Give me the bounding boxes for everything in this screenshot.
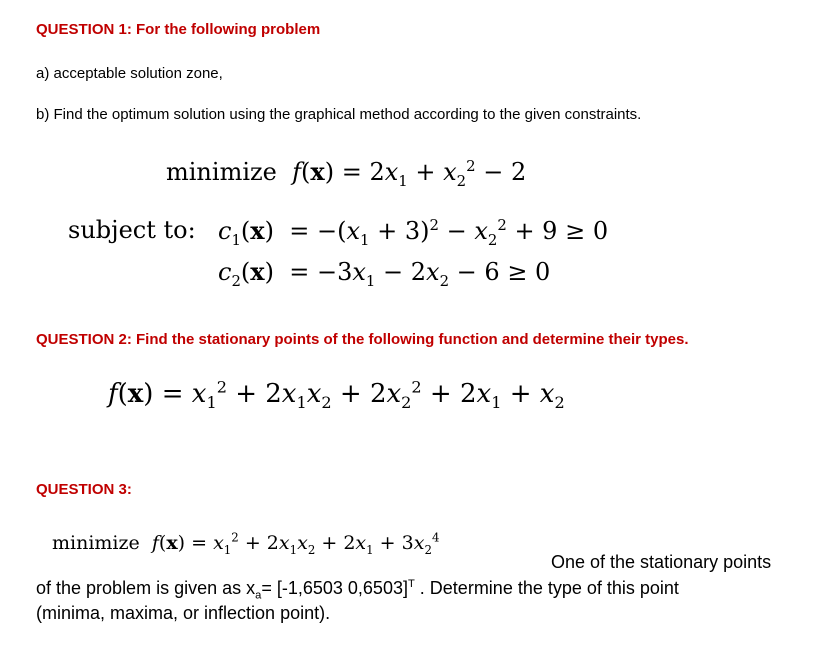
- q2-title: QUESTION 2: Find the stationary points of the following function and determine their types.: [36, 331, 689, 348]
- q3-line-2: [36, 578, 679, 602]
- q1-c1-rhs: = $-(x_1 + 3)^2 - x_2^2 + 9 \ge 0$: [281, 216, 609, 249]
- q1-c1-lhs: $c_1(x)$: [218, 216, 274, 249]
- q1-c2-lhs: $c_2(x)$: [218, 257, 274, 290]
- q3-line-3: (minima, maxima, or inflection point).: [36, 603, 331, 623]
- q1-subject-label: subject to:: [68, 216, 196, 244]
- q3-line2-sub: a: [255, 589, 262, 602]
- q2-formula: $f(x) = x_1^2 + 2x_1x_2 + 2x_2^2 + 2x_1 + x_2$: [108, 377, 565, 413]
- q1-part-b: b) Find the optimum solution using the graphical method according to the given constraints.: [36, 106, 642, 123]
- q3-title: QUESTION 3:: [36, 481, 132, 498]
- q3-line2-sup: T: [407, 578, 415, 590]
- q3-objective-formula: $f(x) = x_1^2 + 2x_1x_2 + 2x_1 + 3x_2^4$: [151, 530, 440, 557]
- q3-line2-before: of the problem is given as x: [36, 578, 256, 598]
- q3-line2-mid: = [-1,6503 0,6503]: [261, 578, 408, 598]
- q1-constraint-2: [218, 257, 551, 290]
- q3-objective: [52, 530, 440, 557]
- q1-objective: [166, 157, 527, 190]
- q1-title: QUESTION 1: For the following problem: [36, 21, 321, 38]
- q3-line2-after: . Determine the type of this point: [414, 578, 679, 598]
- q1-objective-label: minimize: [166, 158, 277, 186]
- q3-objective-label: minimize: [52, 532, 140, 554]
- q1-c2-rhs: = $-3x_1 - 2x_2 - 6 \ge 0$: [281, 258, 551, 290]
- q1-objective-formula: $f(x) = 2x_1 + x_2^2 - 2$: [292, 157, 527, 190]
- q3-trailing-text: One of the stationary points: [551, 552, 772, 572]
- q1-constraint-1: [218, 216, 609, 249]
- q1-part-a: a) acceptable solution zone,: [36, 65, 223, 82]
